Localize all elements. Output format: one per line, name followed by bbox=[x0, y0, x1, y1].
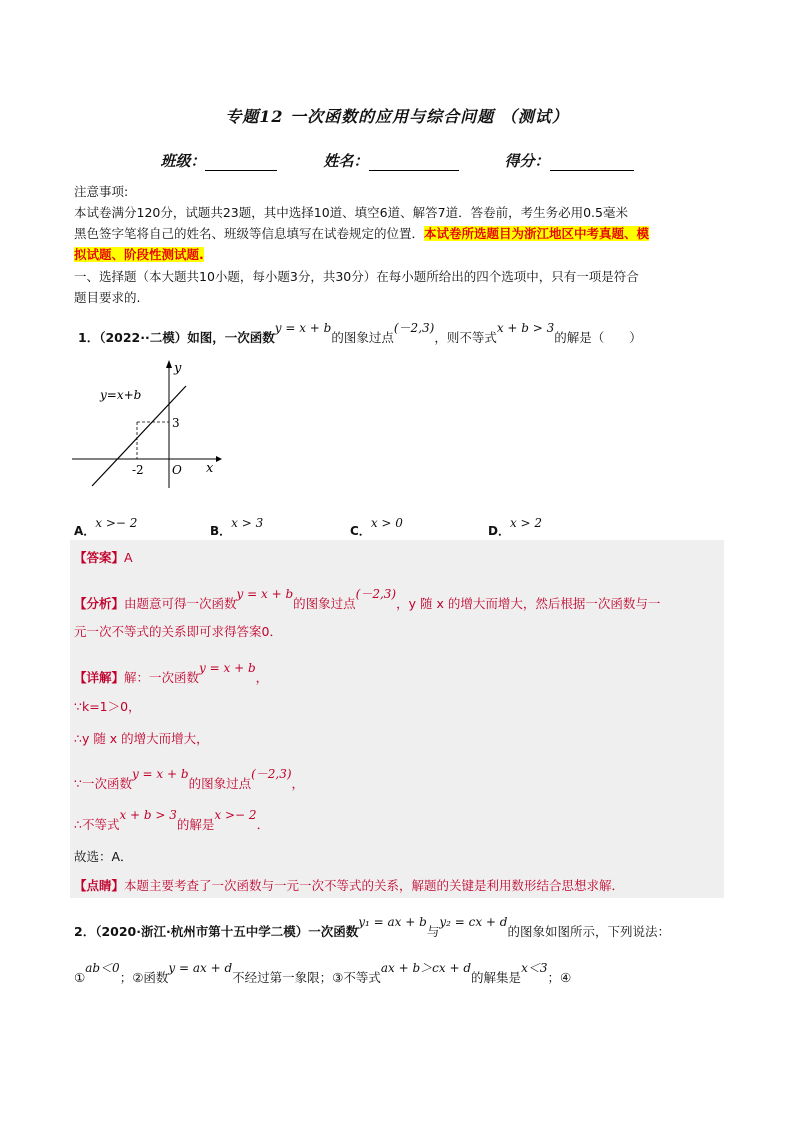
question-2-stem bbox=[74, 915, 670, 940]
detail-line-4 bbox=[74, 767, 305, 792]
q2-expr-4: x＜3 bbox=[521, 961, 548, 975]
x-axis-arrow bbox=[216, 456, 222, 462]
option-d-label: D． bbox=[488, 524, 510, 538]
option-b-value: x > 3 bbox=[231, 516, 264, 530]
section-heading-line-2: 题目要求的. bbox=[74, 290, 141, 305]
q2-expr-2: y = ax + d bbox=[168, 961, 233, 975]
question-2-line-2 bbox=[74, 961, 572, 986]
detail-4-text: ∵一次函数 bbox=[74, 776, 132, 791]
q2-suffix: 的图象如图所示，下列说法： bbox=[507, 924, 670, 939]
analysis-text-c: ，y 随 x 的增大而增大，然后根据一次函数与一 bbox=[396, 596, 661, 611]
detail-1-text: 解：一次函数 bbox=[124, 670, 200, 685]
q1-mid1: 的图象过点 bbox=[331, 330, 394, 345]
notice-line-1: 本试卷满分120分，试题共23题，其中选择10道、填空6道、解答7道．答卷前，考生务必用0.5毫米 bbox=[74, 205, 628, 220]
student-info-fields bbox=[0, 150, 794, 171]
analysis-function: y = x + b bbox=[236, 587, 294, 601]
comment-text: 本题主要考查了一次函数与一元一次不等式的关系，解题的关键是利用数形结合思想求解． bbox=[124, 878, 625, 893]
score-label: 得分： bbox=[504, 152, 550, 170]
q2-prefix: 2．（2020·浙江·杭州市第十五中学二模）一次函数 bbox=[74, 924, 359, 939]
q1-point: (－2,3) bbox=[393, 321, 435, 335]
detail-4-point: (－2,3) bbox=[251, 767, 292, 781]
q2-item-3: 不经过第一象限；③不等式 bbox=[232, 970, 381, 985]
section-heading-line-1: 一、选择题（本大题共10小题，每小题3分，共30分）在每小题所给出的四个选项中，只有一项是符合 bbox=[74, 269, 639, 284]
detail-1-end: ， bbox=[255, 670, 269, 685]
detail-5-text-b: 的解是 bbox=[176, 817, 215, 832]
detail-5-end: ． bbox=[256, 817, 270, 832]
detail-5-result: x >− 2 bbox=[214, 808, 257, 822]
comment-line bbox=[74, 876, 624, 894]
option-c-label: C． bbox=[350, 524, 371, 538]
class-blank[interactable] bbox=[205, 154, 277, 171]
option-a[interactable] bbox=[74, 514, 138, 538]
q1-graph bbox=[66, 356, 226, 492]
q1-suffix: 的解是（ ） bbox=[554, 330, 642, 345]
answer-value: A bbox=[124, 550, 133, 565]
class-label: 班级： bbox=[160, 152, 206, 170]
notice-heading: 注意事项: bbox=[74, 184, 129, 199]
analysis-line-2: 元一次不等式的关系即可求得答案0． bbox=[74, 624, 282, 639]
score-blank[interactable] bbox=[550, 154, 634, 171]
detail-1-function: y = x + b bbox=[199, 661, 256, 675]
analysis-point: (－2,3) bbox=[355, 587, 397, 601]
analysis-line-1 bbox=[74, 587, 661, 612]
q2-item-4: 的解集是 bbox=[471, 970, 522, 985]
option-c[interactable] bbox=[350, 514, 403, 538]
detail-line-5 bbox=[74, 808, 270, 833]
option-d[interactable] bbox=[488, 514, 543, 538]
notice-line-2-text: 黑色签字笔将自己的姓名、班级等信息填写在试卷规定的位置． bbox=[74, 226, 425, 241]
detail-4-function: y = x + b bbox=[131, 767, 189, 781]
notice-highlight-2: 拟试题、阶段性测试题. bbox=[74, 247, 204, 262]
detail-line-1 bbox=[74, 661, 269, 686]
x-tick-label: -2 bbox=[132, 463, 144, 477]
question-1-stem bbox=[78, 321, 642, 346]
option-c-value: x > 0 bbox=[370, 516, 403, 530]
notice-line-2 bbox=[74, 224, 649, 242]
x-axis-label: x bbox=[206, 461, 214, 476]
detail-tag: 【详解】 bbox=[74, 670, 125, 685]
q1-function: y = x + b bbox=[274, 321, 332, 335]
comment-tag: 【点睛】 bbox=[74, 878, 125, 893]
analysis-text-b: 的图象过点 bbox=[293, 596, 356, 611]
y-axis-label: y bbox=[174, 361, 182, 376]
name-blank[interactable] bbox=[369, 154, 459, 171]
detail-5-text: ∴不等式 bbox=[74, 817, 120, 832]
q1-mid2: ，则不等式 bbox=[434, 330, 497, 345]
analysis-text-a: 由题意可得一次函数 bbox=[124, 596, 237, 611]
detail-line-2: ∵k=1＞0， bbox=[74, 699, 141, 714]
origin-label: O bbox=[172, 463, 182, 477]
choose-line: 故选：A． bbox=[74, 849, 133, 864]
notice-highlight-1: 本试卷所选题目为浙江地区中考真题、模 bbox=[424, 226, 650, 241]
q2-mid: 与 bbox=[426, 924, 440, 939]
y-tick-label: 3 bbox=[172, 416, 180, 430]
page-title: 专题12 一次函数的应用与综合问题 （测试） bbox=[225, 107, 569, 126]
option-b-label: B． bbox=[210, 524, 232, 538]
q2-item-1: ① bbox=[74, 970, 86, 985]
detail-4-text-b: 的图象过点 bbox=[188, 776, 252, 791]
notice-line-3 bbox=[74, 245, 204, 263]
y-axis-arrow bbox=[166, 360, 172, 368]
option-d-value: x > 2 bbox=[509, 516, 543, 530]
detail-line-3: ∴y 随 x 的增大而增大， bbox=[74, 731, 209, 746]
q2-item-2: ；②函数 bbox=[119, 970, 169, 985]
detail-4-end: ， bbox=[291, 776, 305, 791]
detail-5-inequality: x + b > 3 bbox=[119, 808, 177, 822]
q2-function-1: y₁ = ax + b bbox=[358, 915, 427, 929]
q2-function-2: y₂ = cx + d bbox=[439, 915, 508, 929]
line-label: y=x+b bbox=[100, 388, 142, 402]
q1-prefix: 1．（2022··二模）如图，一次函数 bbox=[78, 330, 275, 345]
analysis-tag: 【分析】 bbox=[74, 596, 125, 611]
name-label: 姓名： bbox=[323, 152, 369, 170]
q2-item-5: ；④ bbox=[547, 970, 572, 985]
answer-line bbox=[74, 548, 133, 566]
q2-expr-3: ax + b＞cx + d bbox=[380, 961, 472, 975]
option-a-value: x >− 2 bbox=[95, 516, 138, 530]
option-a-label: A． bbox=[74, 524, 96, 538]
q2-expr-1: ab＜0 bbox=[85, 961, 120, 975]
answer-tag: 【答案】 bbox=[74, 550, 125, 565]
q1-inequality: x + b > 3 bbox=[496, 321, 555, 335]
option-b[interactable] bbox=[210, 514, 264, 538]
